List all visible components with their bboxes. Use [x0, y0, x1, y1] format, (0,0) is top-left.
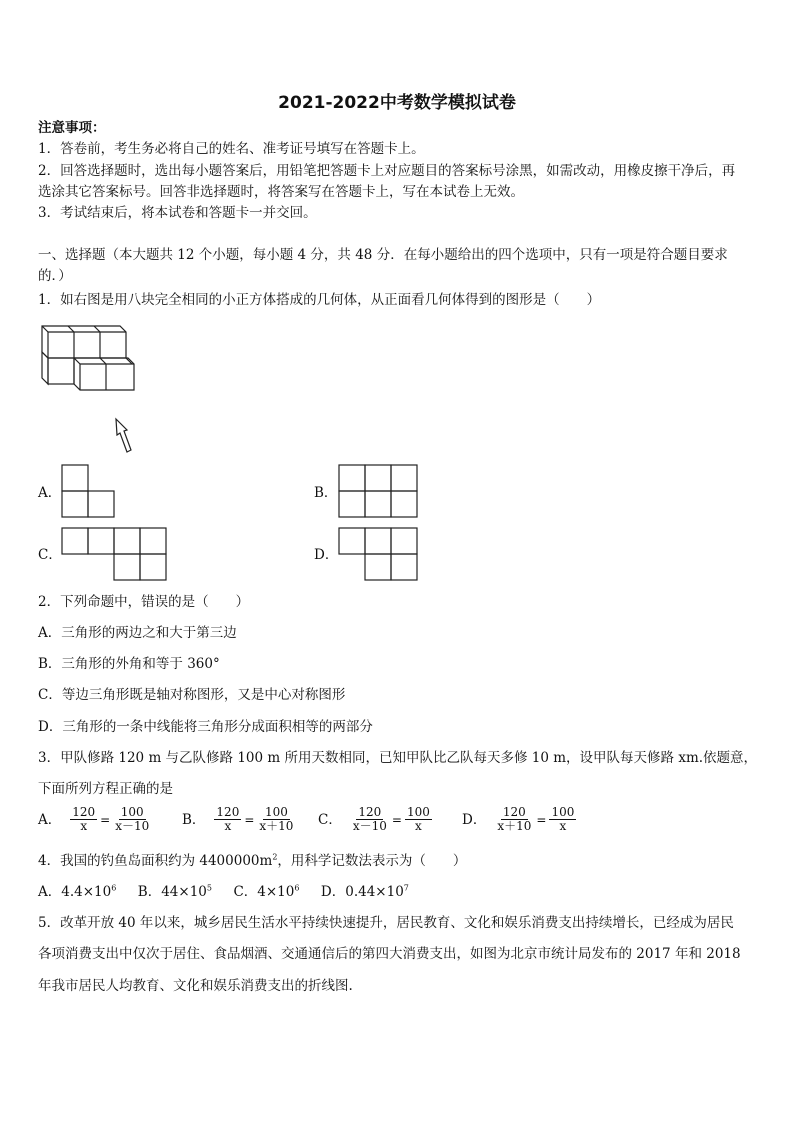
note-1: 1．答卷前，考生务必将自己的姓名、准考证号填写在答题卡上。	[38, 141, 425, 157]
q3-option-d[interactable]: D． $\frac{120}{x+10}$ = $\frac{100}{x}$	[462, 805, 575, 833]
q1-option-c-label: C．	[38, 547, 62, 563]
q2-option-a[interactable]: A．三角形的两边之和大于第三边	[38, 625, 237, 641]
fraction-right: $\frac{100}{x-10}$	[115, 805, 150, 833]
fraction-right: $\frac{100}{x}$	[551, 805, 575, 833]
q2-option-b[interactable]: B．三角形的外角和等于 360°	[38, 656, 220, 672]
section-1-line-2: 的．）	[38, 268, 72, 284]
q1-option-a-figure[interactable]	[60, 463, 116, 519]
q4-options	[38, 883, 409, 901]
q3-option-label: D．	[462, 811, 487, 828]
fraction-left: $\frac{120}{x+10}$	[497, 805, 532, 833]
q1-option-d-figure[interactable]	[337, 526, 419, 582]
page-title: 2021-2022中考数学模拟试卷	[278, 93, 516, 113]
q3-stem-line-1: 3．甲队修路 120 m 与乙队修路 100 m 所用天数相同，已知甲队比乙队每天多修 10 m，设甲队每天修路 xm.依题意，	[38, 750, 758, 766]
view-arrow-icon	[116, 419, 131, 452]
q2-stem: 2．下列命题中，错误的是（ ）	[38, 594, 250, 610]
q5-line-3: 年我市居民人均教育、文化和娱乐消费支出的折线图.	[38, 978, 353, 994]
q3-option-a[interactable]: A． $\frac{120}{x}$ = $\frac{100}{x-10}$	[38, 805, 150, 833]
q1-option-b-label: B．	[314, 485, 338, 501]
notes-heading: 注意事项：	[38, 120, 106, 136]
q3-option-label: B．	[182, 811, 206, 828]
q2-option-c[interactable]: C．等边三角形既是轴对称图形，又是中心对称图形	[38, 687, 346, 703]
q1-cube-figure	[38, 322, 138, 457]
q4-option-c[interactable]: C．$4\times 10^6$	[233, 883, 300, 900]
q3-stem-line-2: 下面所列方程正确的是	[38, 781, 173, 797]
section-1-line-1: 一、选择题（本大题共 12 个小题，每小题 4 分，共 48 分．在每小题给出的四个选项中，只有一项是符合题目要求	[38, 247, 728, 263]
note-2-line-1: 2．回答选择题时，选出每小题答案后，用铅笔把答题卡上对应题目的答案标号涂黑，如需改动，用橡皮擦干净后，再	[38, 163, 736, 179]
fraction-left: $\frac{120}{x-10}$	[352, 805, 387, 833]
q1-option-a-label: A．	[38, 485, 62, 501]
fraction-left: $\frac{120}{x}$	[72, 805, 96, 833]
note-2-line-2: 选涂其它答案标号。回答非选择题时，将答案写在答题卡上，写在本试卷上无效。	[38, 184, 524, 200]
q3-option-c[interactable]: C． $\frac{120}{x-10}$ = $\frac{100}{x}$	[318, 805, 430, 833]
fraction-right: $\frac{100}{x}$	[406, 805, 430, 833]
q3-option-label: A．	[38, 811, 62, 828]
q2-option-d[interactable]: D．三角形的一条中线能将三角形分成面积相等的两部分	[38, 719, 373, 735]
q3-option-b[interactable]: B． $\frac{120}{x}$ = $\frac{100}{x+10}$	[182, 805, 294, 833]
q4-option-d[interactable]: D．$0.44\times 10^7$	[320, 883, 409, 900]
q1-option-b-figure[interactable]	[337, 463, 419, 519]
q1-option-d-label: D．	[314, 547, 339, 563]
q5-line-1: 5．改革开放 40 年以来，城乡居民生活水平持续快速提升，居民教育、文化和娱乐消费支出持续增长，已经成为居民	[38, 915, 734, 931]
q1-stem: 1．如右图是用八块完全相同的小正方体搭成的几何体，从正面看几何体得到的图形是（ ）	[38, 292, 601, 308]
fraction-left: $\frac{120}{x}$	[216, 805, 240, 833]
cube-stack	[42, 326, 134, 390]
fraction-right: $\frac{100}{x+10}$	[259, 805, 294, 833]
note-3: 3．考试结束后，将本试卷和答题卡一并交回。	[38, 205, 317, 221]
q5-line-2: 各项消费支出中仅次于居住、食品烟酒、交通通信后的第四大消费支出，如图为北京市统计局发布的 2017 年和 2018	[38, 946, 741, 962]
q3-option-label: C．	[318, 811, 342, 828]
q4-option-a[interactable]: A．$4.4\times 10^6$	[38, 883, 117, 900]
q1-option-c-figure[interactable]	[60, 526, 168, 582]
q4-option-b[interactable]: B．$44\times 10^5$	[137, 883, 212, 900]
q4-stem: 4．我国的钓鱼岛面积约为 $4400000m^2$，用科学记数法表示为（ ）	[38, 852, 467, 869]
